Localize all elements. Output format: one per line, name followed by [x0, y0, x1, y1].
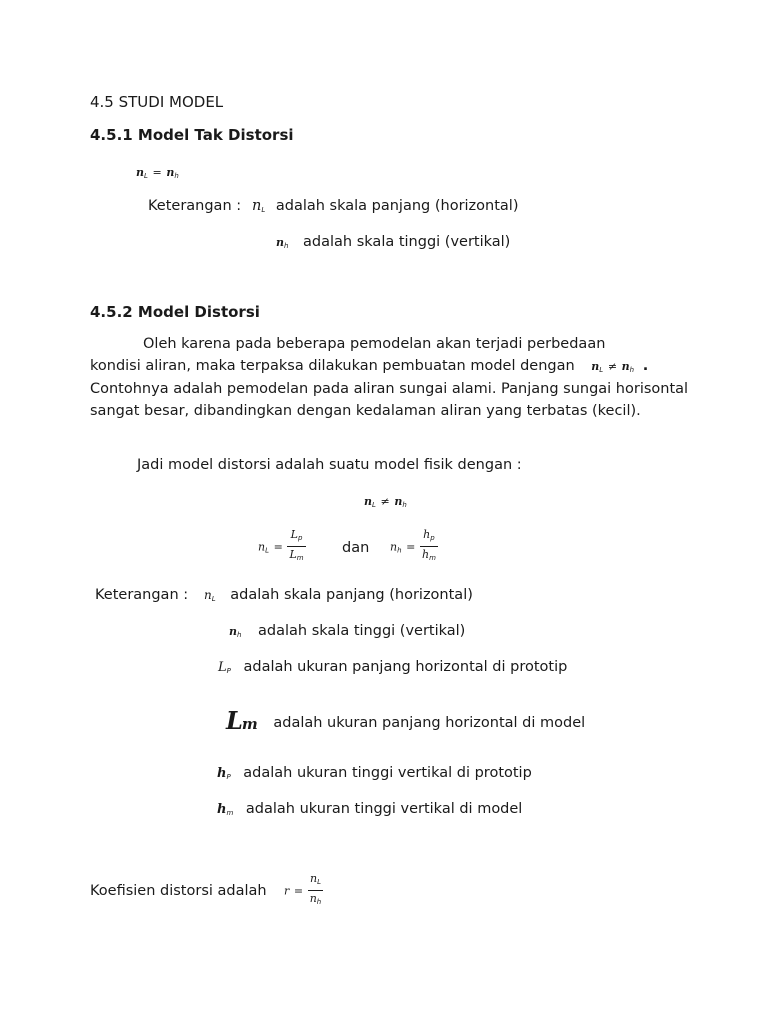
keterangan2-item-2: $n_h$ adalah skala tinggi (vertikal): [229, 623, 466, 639]
keterangan2-item-3: $L_P$ adalah ukuran panjang horizontal di prototip: [218, 659, 568, 675]
koefisien-formula: r = $\frac{n_L}{n_h}$: [284, 872, 322, 906]
keterangan-item-1: $n_L$ adalah skala panjang (horizontal): [252, 198, 519, 214]
equation-nl-equals-nh: $n_L = n_h$: [136, 166, 179, 180]
keterangan-label-1: Keterangan :: [148, 198, 242, 214]
keterangan2-item-6: $h_m$ adalah ukuran tinggi vertikal di model: [217, 801, 523, 817]
dan-text: dan: [342, 540, 370, 556]
paragraph-1-rest: Contohnya adalah pemodelan pada aliran sungai alami. Panjang sungai horisontal sangat besar, dibandingkan dengan kedalaman aliran yang terbatas (kecil).: [90, 381, 689, 419]
section-title: 4.5 STUDI MODEL: [90, 93, 224, 111]
inline-equation: $n_L \ne n_h$ .: [591, 358, 649, 374]
keterangan-label-2: Keterangan :: [95, 587, 189, 603]
koefisien-label: Koefisien distorsi adalah: [90, 883, 267, 899]
formula-nl-ratio: $n_L$ = $\frac{L_p}{L_m}$: [258, 528, 304, 562]
keterangan2-item-1: $n_L$ adalah skala panjang (horizontal): [204, 587, 473, 603]
formula-nh-ratio: $n_h$ = $\frac{h_p}{h_m}$: [390, 528, 436, 562]
subsection-title-452: 4.5.2 Model Distorsi: [90, 303, 260, 321]
keterangan2-item-4: Lm adalah ukuran panjang horizontal di model: [226, 706, 586, 735]
paragraph-1-line-1: Oleh karena pada beberapa pemodelan akan terjadi perbedaan: [143, 336, 606, 352]
paragraph-1-line-2: kondisi aliran, maka terpaksa dilakukan pembuatan model dengan $n_L \ne n_h$ .: [90, 358, 649, 374]
keterangan-item-2: $n_h$ adalah skala tinggi (vertikal): [276, 234, 511, 250]
paragraph-2: Jadi model distorsi adalah suatu model fisik dengan :: [137, 457, 522, 473]
equation-nl-not-equal-nh: $n_L \ne n_h$: [364, 495, 407, 509]
subsection-title-451: 4.5.1 Model Tak Distorsi: [90, 126, 294, 144]
keterangan2-item-5: $h_P$ adalah ukuran tinggi vertikal di prototip: [217, 765, 532, 781]
